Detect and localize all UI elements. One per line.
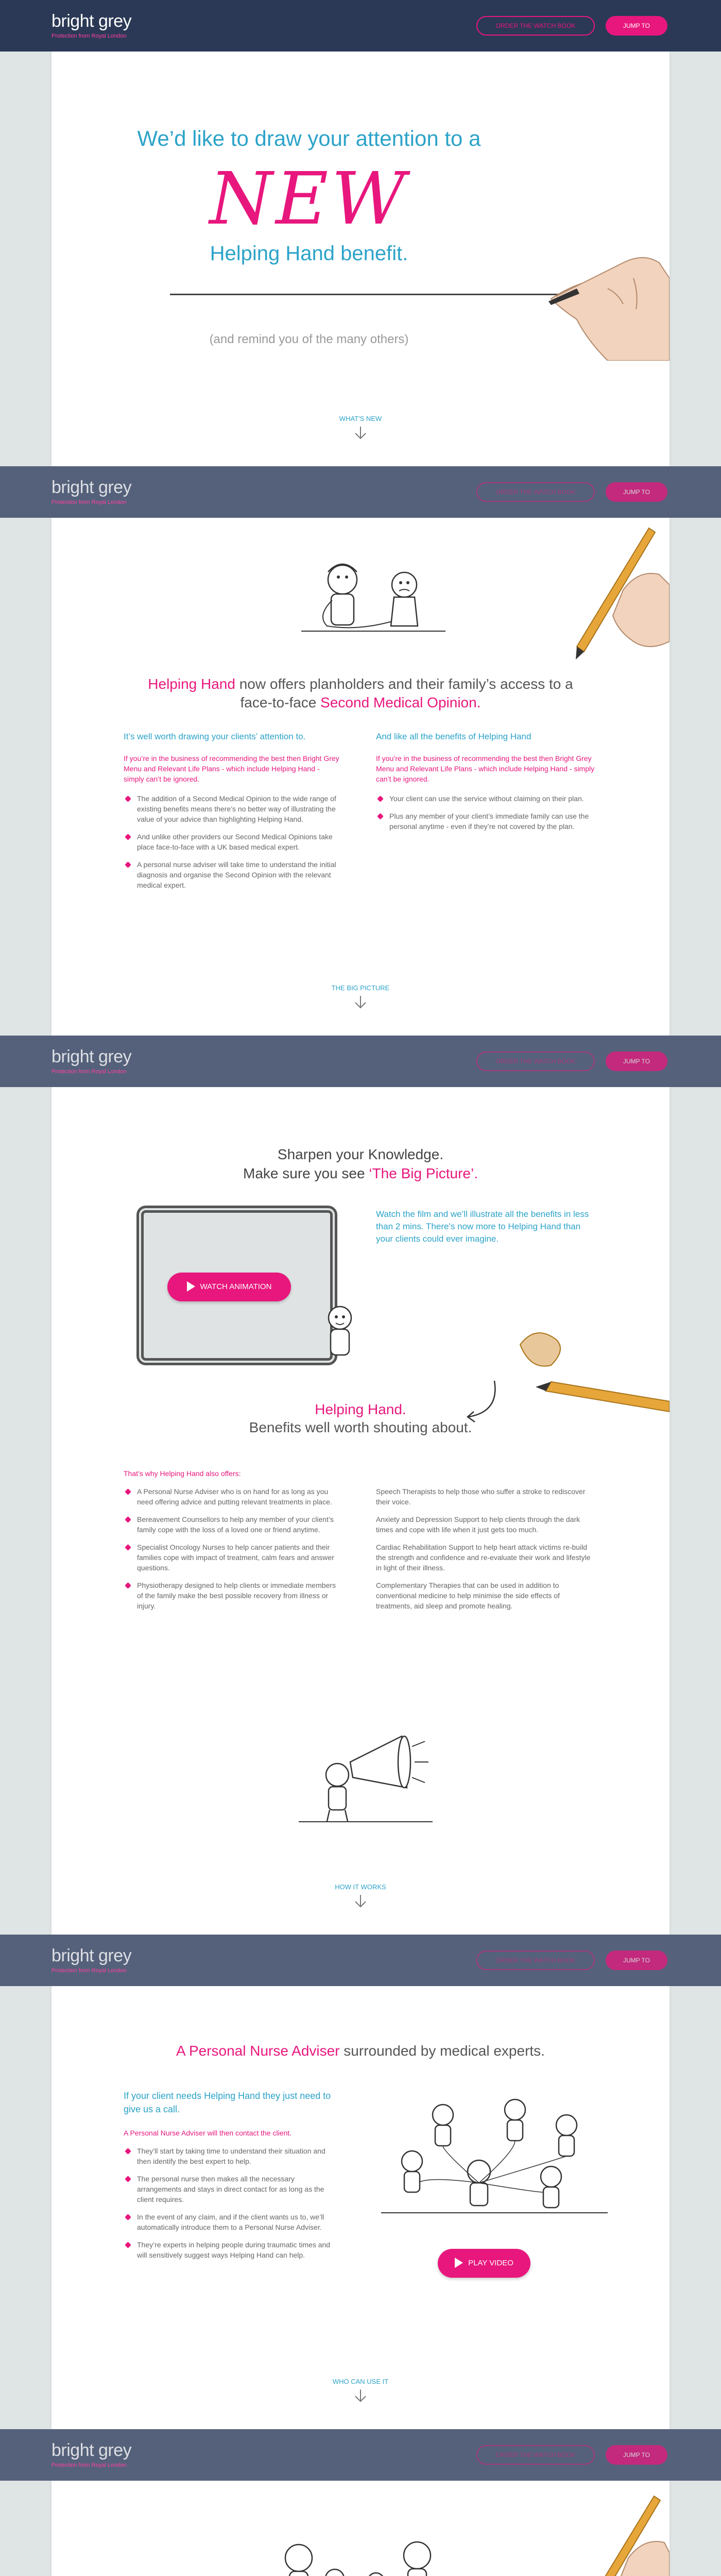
jump-to-button[interactable]: JUMP TO	[606, 1052, 667, 1071]
chevron-down-icon	[353, 1894, 368, 1908]
helping-hand-services-right	[376, 1486, 597, 1618]
list-item: Speech Therapists to help those who suffer a stroke to rediscover their voice.	[376, 1487, 586, 1506]
new-word: NEW	[209, 157, 409, 241]
film-intro: Watch the film and we’ll illustrate all the benefits in less than 2 mins. There’s now more to Helping Hand than your clients could ever imagine.	[376, 1209, 589, 1244]
list-item: The personal nurse then makes all the necessary arrangements and stays in direct contact for as long as the client requires.	[124, 2174, 340, 2205]
whats-new-link[interactable]	[52, 415, 670, 440]
nurse-contact-intro: A Personal Nurse Adviser will then contact the client.	[124, 2129, 292, 2137]
who-can-use-it-link[interactable]	[52, 2378, 670, 2403]
brand-tagline: Protection from Royal London	[52, 33, 127, 39]
nurse-adviser-title: A Personal Nurse Adviser surrounded by medical experts.	[176, 2043, 545, 2059]
medical-experts-illustration	[381, 2089, 608, 2218]
right-column	[376, 732, 597, 839]
list-item: A personal nurse adviser will take time to understand the initial diagnosis and organise the Second Opinion with the relevant medical expert.	[124, 859, 340, 890]
intro-line: We’d like to draw your attention to a	[137, 126, 481, 150]
watch-animation-button[interactable]	[167, 1273, 291, 1301]
watch-animation-label: WATCH ANIMATION	[200, 1282, 272, 1291]
bright-grey-logo[interactable]: bright grey	[52, 478, 132, 497]
list-item: A Personal Nurse Adviser who is on hand for as long as you need offering advice and putting relevant treatments in place.	[124, 1486, 340, 1507]
hand-pencil-icon	[546, 2481, 670, 2576]
play-icon	[187, 1281, 195, 1292]
sticky-nav-bar-2	[0, 1036, 721, 1087]
chevron-down-icon	[353, 2388, 368, 2403]
bright-grey-logo[interactable]: bright grey	[52, 11, 132, 31]
who-can-use-it-label: WHO CAN USE IT	[332, 2378, 389, 2385]
section-new-benefit	[52, 52, 670, 466]
benefits-subtitle: Benefits well worth shouting about.	[249, 1419, 472, 1435]
play-icon	[455, 2258, 463, 2268]
list-item: Complementary Therapies that can be used in addition to conventional medicine to help minimise the side effects of treatments, aid sleep and promote healing.	[376, 1581, 560, 1610]
sticky-nav-bar-3	[0, 1935, 721, 1986]
sticky-nav-bar-4	[0, 2429, 721, 2481]
brand-tagline: Protection from Royal London	[52, 2462, 127, 2468]
megaphone-character-illustration	[299, 1721, 433, 1824]
family-illustration	[273, 2532, 448, 2576]
hand-drawing-line-icon	[546, 185, 670, 361]
big-picture-title: Make sure you see ‘The Big Picture’.	[243, 1165, 478, 1181]
list-item: And unlike other providers our Second Medical Opinions take place face-to-face with a UK based medical expert.	[124, 832, 340, 852]
order-watch-book-button[interactable]: ORDER THE WATCH BOOK	[476, 1951, 595, 1970]
list-item: Cardiac Rehabilitation Support to help heart attack victims re-build the strength and confidence and re-evaluate their work and lifestyle in light of their illness.	[376, 1543, 591, 1572]
left-column-heading: It’s well worth drawing your clients’ attention to.	[124, 732, 306, 741]
list-item: In the event of any claim, and if the client wants us to, we’ll automatically introduce them to a Personal Nurse Adviser.	[124, 2212, 340, 2232]
bright-grey-logo[interactable]: bright grey	[52, 1047, 132, 1066]
reminder-subtext: (and remind you of the many others)	[209, 332, 409, 346]
top-nav-bar	[0, 0, 721, 52]
section-big-picture	[52, 1087, 670, 1935]
bright-grey-logo[interactable]: bright grey	[52, 2441, 132, 2460]
character-with-pencil-illustration	[319, 1303, 360, 1360]
list-item: They’re experts in helping people during traumatic times and will sensitively suggest ways Helping Hand can help.	[124, 2240, 340, 2260]
sticky-nav-bar-1	[0, 466, 721, 518]
sharpen-title: Sharpen your Knowledge.	[277, 1146, 444, 1162]
also-offers-heading: That’s why Helping Hand also offers:	[124, 1469, 241, 1478]
jump-to-button[interactable]: JUMP TO	[606, 1951, 667, 1970]
benefits-title: Helping Hand.	[315, 1401, 406, 1417]
left-column-intro: If you’re in the business of recommending the best then Bright Grey Menu and Relevant Life Plans - which include Helping Hand - simply can’t be ignored.	[124, 754, 339, 783]
list-item: Physiotherapy designed to help clients or immediate members of the family make the best possible recovery from illness or injury.	[124, 1580, 340, 1611]
left-column	[124, 732, 340, 897]
order-watch-book-button[interactable]: ORDER THE WATCH BOOK	[476, 16, 595, 36]
play-video-button[interactable]	[438, 2249, 530, 2278]
right-column-heading: And like all the benefits of Helping Hand	[376, 732, 531, 741]
chevron-down-icon	[353, 995, 368, 1009]
jump-to-button[interactable]: JUMP TO	[606, 2445, 667, 2465]
how-it-works-label: HOW IT WORKS	[335, 1883, 386, 1891]
brand-tagline: Protection from Royal London	[52, 499, 127, 505]
section-whole-family	[52, 2481, 670, 2576]
list-item: Plus any member of your client’s immediate family can use the personal anytime - even if they’re not covered by the plan.	[376, 811, 597, 832]
helping-hand-services-list	[124, 1486, 340, 1618]
list-item: Your client can use the service without claiming on their plan.	[376, 793, 597, 804]
right-benefit-list	[376, 793, 597, 832]
how-it-works-link[interactable]	[52, 1883, 670, 1908]
section-second-opinion	[52, 518, 670, 1036]
order-watch-book-button[interactable]: ORDER THE WATCH BOOK	[476, 482, 595, 502]
jump-to-button[interactable]: JUMP TO	[606, 482, 667, 502]
left-benefit-list	[124, 793, 340, 890]
list-item: They’ll start by taking time to understand their situation and then identify the best expert to help.	[124, 2146, 340, 2166]
hand-pencil-icon	[546, 518, 670, 693]
list-item: The addition of a Second Medical Opinion to the wide range of existing benefits means there’s no better way of illustrating the value of your advice than highlighting Helping Hand.	[124, 793, 340, 824]
brand-tagline: Protection from Royal London	[52, 1069, 127, 1075]
second-opinion-headline: Helping Hand now offers planholders and their family’s access to a face-to-face Second Medical Opinion.	[148, 676, 573, 710]
doctor-patient-illustration	[296, 549, 451, 636]
chevron-down-icon	[353, 426, 368, 440]
list-item: Anxiety and Depression Support to help clients through the dark times and cope with life when it just gets too much.	[376, 1515, 580, 1534]
play-video-label: PLAY VIDEO	[468, 2259, 513, 2267]
right-column-intro: If you’re in the business of recommending the best then Bright Grey Menu and Relevant Life Plans - which include Helping Hand - simply can’t be ignored.	[376, 754, 595, 783]
helping-hand-benefit-line: Helping Hand benefit.	[210, 242, 408, 265]
brand-tagline: Protection from Royal London	[52, 1968, 127, 1974]
call-us-question: If your client needs Helping Hand they just need to give us a call.	[124, 2091, 331, 2114]
divider-line	[170, 294, 561, 295]
order-watch-book-button[interactable]: ORDER THE WATCH BOOK	[476, 2445, 595, 2465]
list-item: Bereavement Counsellors to help any member of your client’s family cope with the loss of a loved one or friend anytime.	[124, 1514, 340, 1535]
nurse-process-list	[124, 2146, 340, 2267]
big-picture-label: THE BIG PICTURE	[331, 984, 390, 992]
bright-grey-logo[interactable]: bright grey	[52, 1946, 132, 1965]
section-how-it-works	[52, 1986, 670, 2429]
jump-to-button[interactable]: JUMP TO	[606, 16, 667, 36]
big-picture-link[interactable]	[52, 984, 670, 1009]
whats-new-label: WHAT'S NEW	[339, 415, 382, 422]
order-watch-book-button[interactable]: ORDER THE WATCH BOOK	[476, 1052, 595, 1071]
list-item: Specialist Oncology Nurses to help cancer patients and their families cope with impact of treatment, calm fears and answer questions.	[124, 1542, 340, 1573]
